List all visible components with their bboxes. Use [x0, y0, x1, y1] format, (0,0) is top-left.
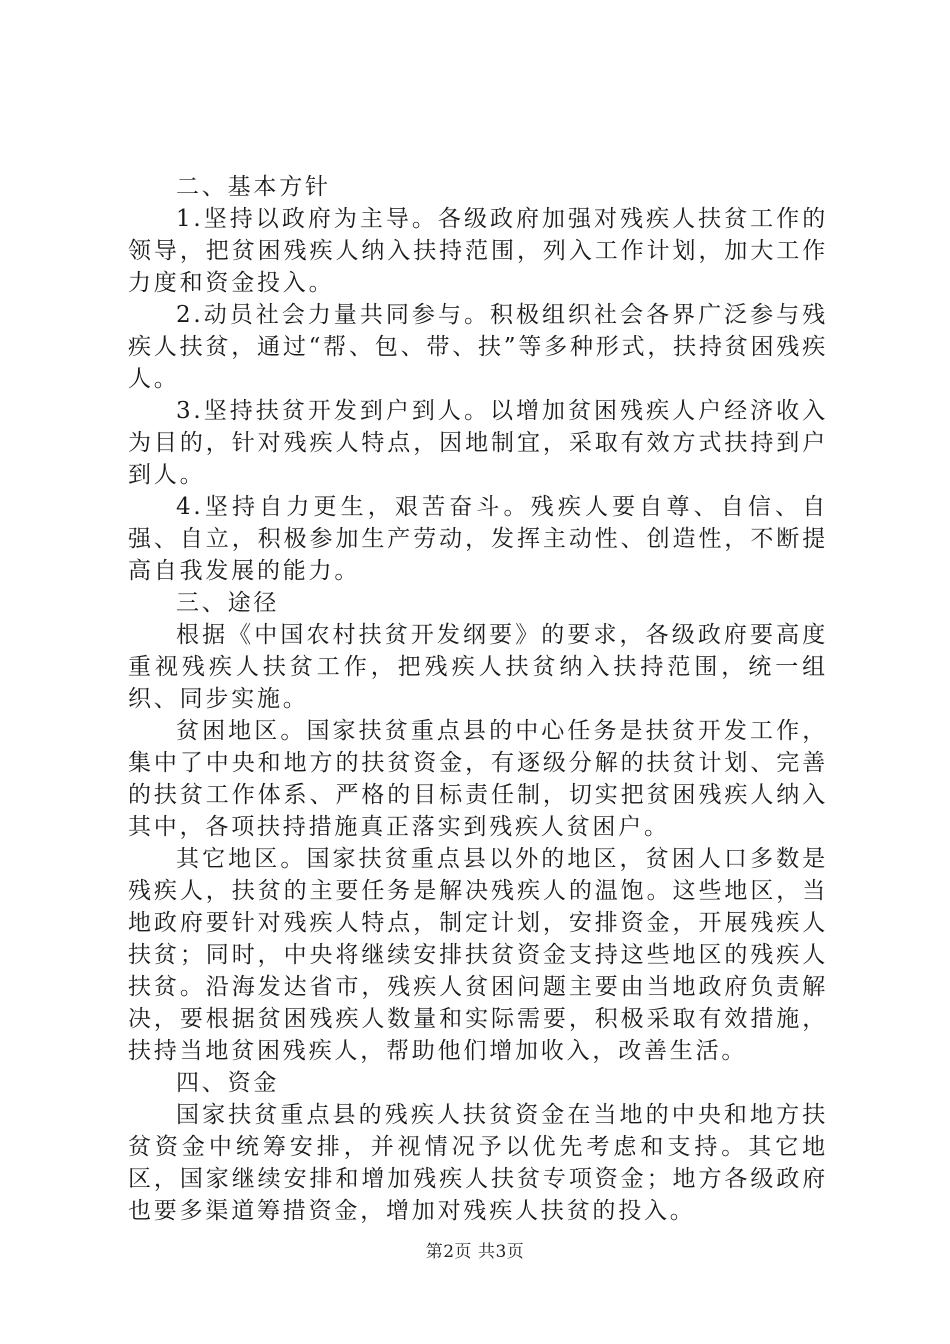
paragraph-household-targeting: 3.坚持扶贫开发到户到人。以增加贫困残疾人户经济收入为目的，针对残疾人特点，因地制宜，采取有效方式扶持到户到人。 [128, 398, 828, 488]
section-heading-basic-principles: 二、基本方针 [176, 174, 331, 200]
paragraph-other-areas: 其它地区。国家扶贫重点县以外的地区，贫困人口多数是残疾人，扶贫的主要任务是解决残疾人的温饱。这些地区，当地政府要针对残疾人特点，制定计划，安排资金，开展残疾人扶贫；同时，中央将继续安排扶贫资金支持这些地区的残疾人扶贫。沿海发达省市，残疾人贫困问题主要由当地政府负责解决，要根据贫困残疾人数量和实际需要，积极采取有效措施，扶持当地贫困残疾人，帮助他们增加收入，改善生活。 [128, 846, 828, 1064]
document-body [128, 171, 828, 1227]
page-number-footer: 第2页 共3页 [425, 1242, 525, 1262]
paragraph-government-lead: 1.坚持以政府为主导。各级政府加强对残疾人扶贫工作的领导，把贫困残疾人纳入扶持范围，列入工作计划，加大工作力度和资金投入。 [128, 206, 828, 296]
section-heading-approach: 三、途径 [176, 590, 280, 616]
paragraph-outline-requirements: 根据《中国农村扶贫开发纲要》的要求，各级政府要高度重视残疾人扶贫工作，把残疾人扶贫纳入扶持范围，统一组织、同步实施。 [128, 622, 828, 712]
paragraph-funding: 国家扶贫重点县的残疾人扶贫资金在当地的中央和地方扶贫资金中统筹安排，并视情况予以优先考虑和支持。其它地区，国家继续安排和增加残疾人扶贫专项资金；地方各级政府也要多渠道筹措资金，增加对残疾人扶贫的投入。 [128, 1102, 828, 1224]
section-heading-funding: 四、资金 [176, 1070, 280, 1096]
paragraph-poor-areas: 贫困地区。国家扶贫重点县的中心任务是扶贫开发工作，集中了中央和地方的扶贫资金，有逐级分解的扶贫计划、完善的扶贫工作体系、严格的目标责任制，切实把贫困残疾人纳入其中，各项扶持措施真正落实到残疾人贫困户。 [128, 718, 828, 840]
paragraph-social-participation: 2.动员社会力量共同参与。积极组织社会各界广泛参与残疾人扶贫，通过“帮、包、带、扶”等多种形式，扶持贫困残疾人。 [128, 302, 828, 392]
paragraph-self-reliance: 4.坚持自力更生，艰苦奋斗。残疾人要自尊、自信、自强、自立，积极参加生产劳动，发挥主动性、创造性，不断提高自我发展的能力。 [128, 494, 828, 584]
